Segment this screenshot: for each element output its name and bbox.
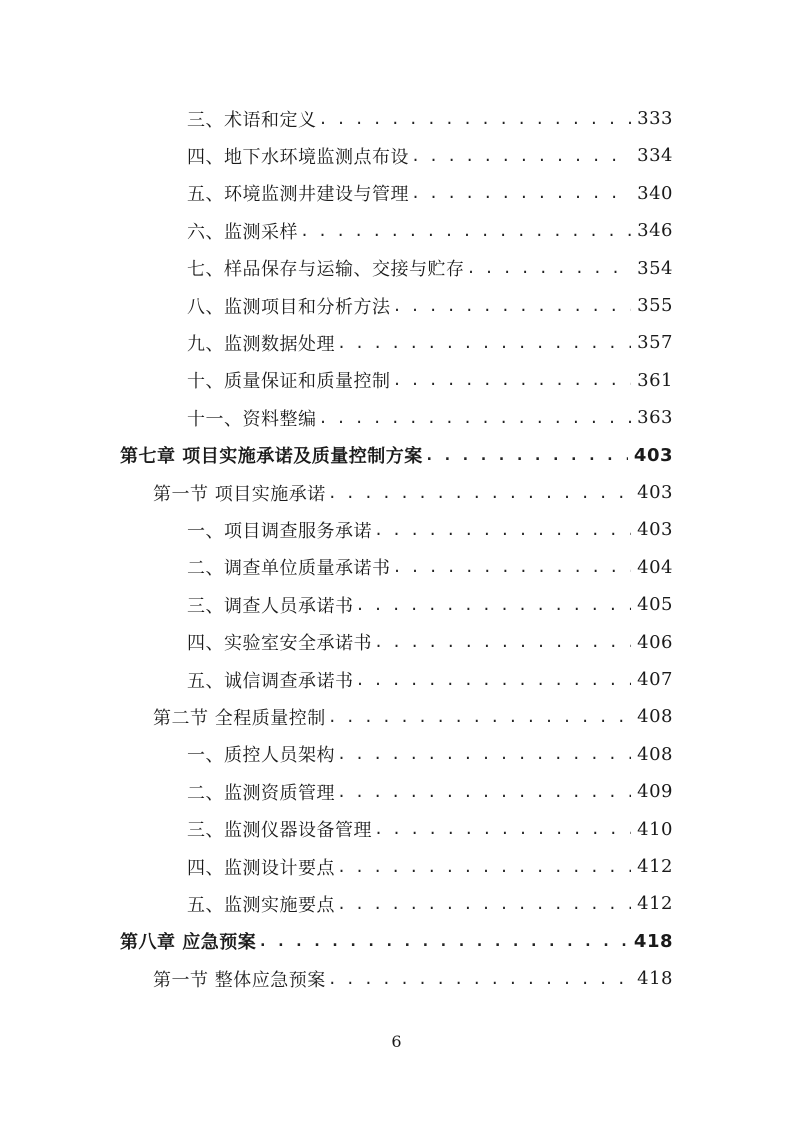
toc-dot-leader (337, 783, 631, 801)
toc-entry-title: 五、监测实施要点 (187, 894, 335, 916)
toc-entry[interactable] (187, 549, 673, 586)
toc-dot-leader (374, 820, 631, 838)
toc-entry[interactable] (187, 736, 673, 773)
toc-entry[interactable] (153, 698, 673, 735)
toc-entry[interactable] (187, 811, 673, 848)
toc-dot-leader (374, 521, 631, 539)
toc-dot-leader (337, 334, 631, 352)
toc-entry-title: 十一、资料整编 (187, 408, 317, 430)
toc-dot-leader (337, 858, 631, 876)
toc-entry-title: 二、监测资质管理 (187, 782, 335, 804)
toc-entry-title: 七、样品保存与运输、交接与贮存 (187, 259, 465, 281)
toc-entry-page: 357 (637, 332, 673, 354)
toc-entry[interactable] (187, 175, 673, 212)
toc-entry[interactable] (187, 362, 673, 399)
toc-entry-title: 第一节 整体应急预案 (153, 969, 326, 991)
toc-entry[interactable] (187, 773, 673, 810)
toc-entry-page: 404 (637, 556, 673, 578)
toc-entry[interactable] (187, 624, 673, 661)
toc-entry-page: 410 (637, 818, 673, 840)
toc-dot-leader (328, 970, 631, 988)
toc-entry-page: 355 (637, 295, 673, 316)
toc-entry-title: 十、质量保证和质量控制 (187, 371, 391, 393)
toc-dot-leader (393, 297, 632, 315)
toc-entry-page: 407 (637, 669, 673, 690)
toc-dot-leader (258, 932, 628, 950)
toc-entry-page: 403 (637, 519, 673, 541)
toc-entry[interactable] (187, 848, 673, 885)
toc-dot-leader (337, 895, 631, 913)
toc-entry-page: 406 (637, 631, 673, 653)
toc-entry-title: 第八章 应急预案 (120, 932, 257, 954)
toc-entry-page: 361 (637, 369, 673, 391)
toc-entry[interactable] (187, 885, 673, 922)
toc-entry-title: 第二节 全程质量控制 (153, 707, 326, 729)
toc-entry-title: 五、环境监测井建设与管理 (187, 184, 409, 206)
toc-entry-title: 四、实验室安全承诺书 (187, 633, 372, 655)
page-number: 6 (391, 1032, 402, 1051)
toc-entry-page: 408 (637, 706, 673, 728)
toc-dot-leader (356, 596, 632, 614)
toc-dot-leader (393, 558, 632, 576)
toc-entry-title: 四、监测设计要点 (187, 857, 335, 879)
toc-entry-title: 九、监测数据处理 (187, 333, 335, 355)
toc-entry[interactable] (187, 661, 673, 698)
toc-entry-page: 363 (637, 407, 673, 429)
toc-entry[interactable] (153, 474, 673, 511)
toc-entry-page: 403 (633, 444, 673, 466)
toc-entry-title: 六、监测采样 (187, 221, 298, 243)
toc-entry[interactable] (187, 250, 673, 287)
toc-dot-leader (328, 484, 631, 502)
toc-entry-page: 405 (637, 594, 673, 616)
toc-dot-leader (411, 184, 631, 202)
toc-entry-page: 354 (637, 257, 673, 279)
toc-entry-title: 第七章 项目实施承诺及质量控制方案 (120, 446, 423, 468)
toc-entry-page: 418 (633, 930, 673, 952)
toc-entry-page: 403 (637, 482, 673, 503)
toc-entry-title: 一、质控人员架构 (187, 745, 335, 767)
toc-dot-leader (467, 259, 632, 277)
toc-entry-page: 412 (637, 856, 673, 877)
toc-entry-page: 418 (637, 968, 673, 990)
toc-dot-leader (356, 671, 632, 689)
toc-entry-page: 346 (637, 220, 673, 242)
toc-dot-leader (300, 222, 631, 240)
toc-entry[interactable] (187, 324, 673, 361)
toc-entry[interactable] (187, 287, 673, 324)
toc-entry-title: 第一节 项目实施承诺 (153, 483, 326, 505)
toc-dot-leader (393, 371, 632, 389)
toc-entry[interactable] (153, 960, 673, 997)
toc-dot-leader (328, 708, 631, 726)
toc-dot-leader (411, 147, 631, 165)
toc-entry-title: 三、术语和定义 (187, 109, 317, 131)
toc-dot-leader (425, 446, 628, 464)
toc-entry[interactable] (187, 212, 673, 249)
toc-entry-title: 五、诚信调查承诺书 (187, 670, 354, 692)
toc-entry-page: 334 (637, 145, 673, 167)
toc-dot-leader (337, 745, 631, 763)
toc-dot-leader (374, 633, 631, 651)
toc-dot-leader (319, 110, 632, 128)
toc-entry[interactable] (187, 100, 673, 137)
toc-entry-title: 二、调查单位质量承诺书 (187, 558, 391, 580)
toc-entry-page: 408 (637, 743, 673, 765)
toc-entry-page: 412 (637, 893, 673, 915)
toc-dot-leader (319, 409, 632, 427)
toc-entry-title: 三、调查人员承诺书 (187, 595, 354, 617)
toc-entry-page: 409 (637, 781, 673, 803)
toc-entry-title: 八、监测项目和分析方法 (187, 296, 391, 318)
toc-entry-page: 340 (637, 182, 673, 204)
toc-entry-page: 333 (637, 108, 673, 129)
toc-entry[interactable] (120, 437, 673, 474)
toc-entry-title: 三、监测仪器设备管理 (187, 820, 372, 842)
toc-entry[interactable] (187, 511, 673, 548)
toc-entry-title: 四、地下水环境监测点布设 (187, 146, 409, 168)
toc-entry[interactable] (187, 399, 673, 436)
toc-entry-title: 一、项目调查服务承诺 (187, 520, 372, 542)
toc-entry[interactable] (120, 923, 673, 960)
toc-entry[interactable] (187, 586, 673, 623)
toc-entry[interactable] (187, 137, 673, 174)
